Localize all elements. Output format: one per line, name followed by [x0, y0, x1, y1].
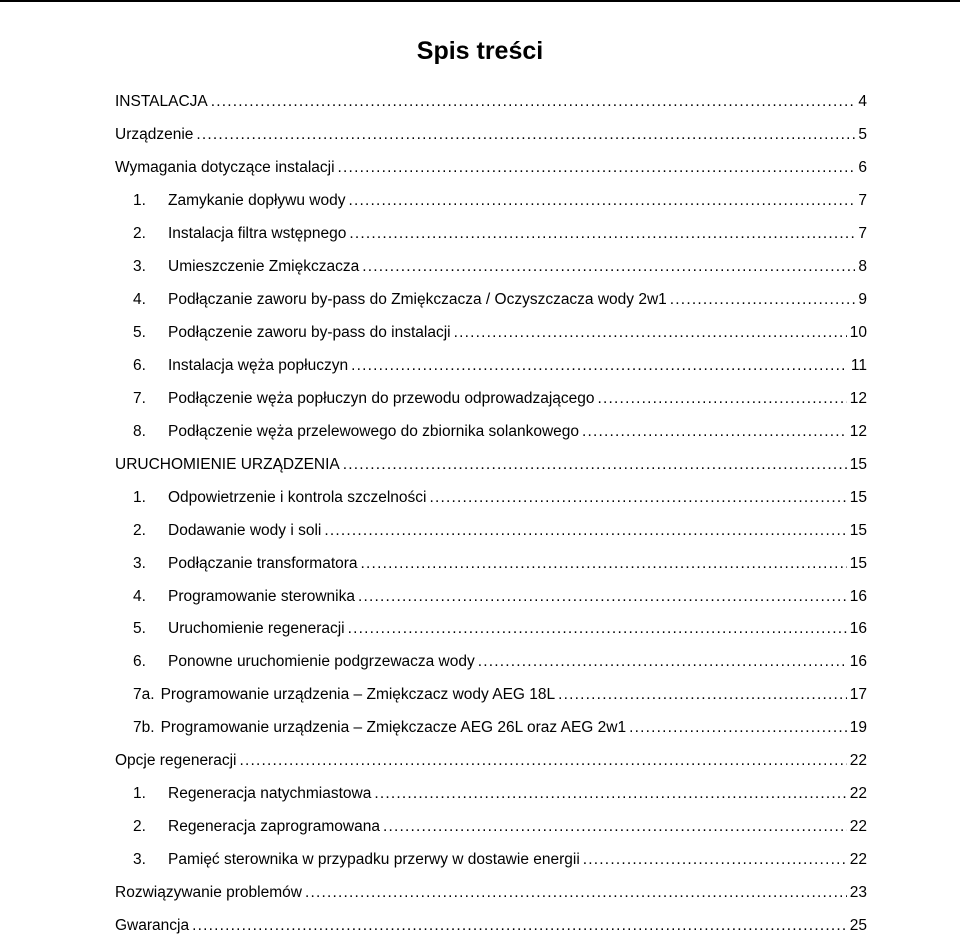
toc-entry-number: 7. — [133, 389, 146, 407]
toc-entry[interactable] — [115, 317, 867, 350]
toc-entry-page-number: 10 — [849, 324, 867, 342]
toc-entry-page-number: 12 — [849, 389, 867, 407]
toc-entry-page-number: 7 — [858, 225, 867, 243]
toc-entry[interactable] — [115, 86, 867, 119]
toc-entry[interactable] — [115, 877, 867, 910]
toc-entry-page-number: 25 — [849, 916, 867, 934]
toc-entry-number: 3. — [133, 554, 146, 572]
toc-entry-label: Programowanie sterownika — [168, 587, 355, 605]
toc-entry[interactable] — [115, 778, 867, 811]
toc-entry[interactable] — [115, 382, 867, 415]
toc-dot-leader — [454, 324, 847, 342]
toc-entry[interactable] — [115, 119, 867, 152]
toc-entry-number: 2. — [133, 225, 146, 243]
toc-dot-leader — [558, 686, 847, 704]
toc-dot-leader — [429, 489, 846, 507]
toc-entry-label: Podłączenie węża popłuczyn do przewodu odprowadzającego — [168, 389, 595, 407]
toc-entry-page-number: 4 — [858, 93, 867, 111]
toc-dot-leader — [583, 851, 847, 869]
toc-entry-number: 1. — [133, 192, 146, 210]
toc-dot-leader — [362, 258, 855, 276]
toc-dot-leader — [196, 126, 855, 144]
table-of-contents — [115, 86, 867, 942]
toc-entry-number: 6. — [133, 653, 146, 671]
toc-dot-leader — [383, 818, 847, 836]
toc-entry[interactable] — [115, 284, 867, 317]
toc-entry[interactable] — [115, 152, 867, 185]
toc-entry[interactable] — [115, 218, 867, 251]
toc-entry-page-number: 16 — [849, 587, 867, 605]
toc-entry-number: 2. — [133, 818, 146, 836]
toc-entry-page-number: 6 — [858, 159, 867, 177]
toc-entry-page-number: 19 — [849, 719, 867, 737]
toc-dot-leader — [629, 719, 847, 737]
toc-entry-label: Uruchomienie regeneracji — [168, 620, 345, 638]
toc-entry-page-number: 15 — [849, 455, 867, 473]
toc-entry-label: Programowanie urządzenia – Zmiękczacze AEG 26L oraz AEG 2w1 — [160, 719, 627, 737]
toc-entry-label: Urządzenie — [115, 126, 194, 144]
toc-entry[interactable] — [115, 580, 867, 613]
toc-entry[interactable] — [115, 844, 867, 877]
top-rule — [0, 0, 960, 2]
toc-dot-leader — [361, 555, 847, 573]
toc-entry-label: Ponowne uruchomienie podgrzewacza wody — [168, 653, 475, 671]
toc-entry[interactable] — [115, 547, 867, 580]
toc-entry-label: INSTALACJA — [115, 93, 208, 111]
toc-entry-number: 7b. — [133, 719, 155, 737]
toc-entry-number: 5. — [133, 324, 146, 342]
toc-entry-number: 7a. — [133, 686, 155, 704]
toc-dot-leader — [348, 192, 855, 210]
toc-entry-number: 4. — [133, 291, 146, 309]
toc-entry-number: 4. — [133, 587, 146, 605]
toc-entry-page-number: 16 — [849, 653, 867, 671]
toc-entry-label: Instalacja filtra wstępnego — [168, 225, 347, 243]
toc-entry-page-number: 16 — [849, 620, 867, 638]
toc-entry-label: Podłączenie zaworu by-pass do instalacji — [168, 324, 451, 342]
toc-dot-leader — [305, 884, 847, 902]
toc-entry[interactable] — [115, 712, 867, 745]
toc-entry[interactable] — [115, 448, 867, 481]
toc-entry[interactable] — [115, 811, 867, 844]
toc-entry-label: Gwarancja — [115, 916, 190, 934]
toc-dot-leader — [582, 423, 847, 441]
toc-entry-page-number: 9 — [858, 291, 867, 309]
toc-entry-number: 6. — [133, 356, 146, 374]
toc-entry-label: Programowanie urządzenia – Zmiękczacz wody AEG 18L — [160, 686, 556, 704]
toc-dot-leader — [324, 522, 846, 540]
toc-entry-page-number: 17 — [849, 686, 867, 704]
toc-entry-page-number: 23 — [849, 883, 867, 901]
toc-dot-leader — [349, 225, 855, 243]
toc-entry-page-number: 5 — [858, 126, 867, 144]
toc-entry-label: URUCHOMIENIE URZĄDZENIA — [115, 455, 340, 473]
toc-entry-page-number: 15 — [849, 488, 867, 506]
toc-entry-label: Podłączenie węża przelewowego do zbiornika solankowego — [168, 422, 579, 440]
toc-entry-number: 5. — [133, 620, 146, 638]
toc-dot-leader — [670, 291, 856, 309]
toc-entry-page-number: 15 — [849, 554, 867, 572]
toc-entry-page-number: 22 — [849, 752, 867, 770]
toc-entry-page-number: 11 — [850, 356, 867, 374]
toc-entry-page-number: 12 — [849, 422, 867, 440]
toc-entry-label: Zamykanie dopływu wody — [168, 192, 346, 210]
toc-dot-leader — [348, 620, 847, 638]
toc-entry[interactable] — [115, 679, 867, 712]
toc-entry-number: 2. — [133, 521, 146, 539]
toc-dot-leader — [598, 390, 847, 408]
page-title: Spis treści — [416, 37, 544, 65]
toc-entry[interactable] — [115, 613, 867, 646]
toc-dot-leader — [351, 357, 848, 375]
toc-dot-leader — [192, 917, 847, 935]
toc-entry-page-number: 7 — [858, 192, 867, 210]
toc-entry-label: Regeneracja zaprogramowana — [168, 818, 380, 836]
toc-entry-label: Pamięć sterownika w przypadku przerwy w dostawie energii — [168, 851, 580, 869]
toc-entry-number: 3. — [133, 851, 146, 869]
toc-entry-label: Opcje regeneracji — [115, 752, 237, 770]
toc-entry-label: Regeneracja natychmiastowa — [168, 785, 372, 803]
toc-entry-label: Dodawanie wody i soli — [168, 521, 322, 539]
toc-entry-page-number: 22 — [849, 851, 867, 869]
toc-entry[interactable] — [115, 909, 867, 942]
toc-entry-page-number: 22 — [849, 785, 867, 803]
toc-entry[interactable] — [115, 185, 867, 218]
toc-entry-label: Podłączanie zaworu by-pass do Zmiękczacza / Oczyszczacza wody 2w1 — [168, 291, 667, 309]
toc-entry-label: Wymagania dotyczące instalacji — [115, 159, 335, 177]
toc-dot-leader — [343, 456, 847, 474]
toc-entry-label: Rozwiązywanie problemów — [115, 883, 302, 901]
toc-entry-number: 8. — [133, 422, 146, 440]
toc-entry-page-number: 8 — [858, 258, 867, 276]
toc-dot-leader — [374, 785, 846, 803]
toc-entry[interactable] — [115, 481, 867, 514]
toc-entry[interactable] — [115, 350, 867, 383]
toc-entry-label: Odpowietrzenie i kontrola szczelności — [168, 488, 427, 506]
toc-entry[interactable] — [115, 251, 867, 284]
toc-dot-leader — [478, 653, 847, 671]
toc-dot-leader — [239, 752, 846, 770]
toc-entry-label: Instalacja węża popłuczyn — [168, 356, 349, 374]
toc-entry-number: 1. — [133, 488, 146, 506]
toc-entry-label: Umieszczenie Zmiękczacza — [168, 258, 360, 276]
toc-dot-leader — [338, 159, 856, 177]
toc-dot-leader — [211, 93, 856, 111]
toc-entry[interactable] — [115, 415, 867, 448]
toc-entry-page-number: 22 — [849, 818, 867, 836]
toc-entry-number: 3. — [133, 258, 146, 276]
toc-entry-page-number: 15 — [849, 521, 867, 539]
toc-entry[interactable] — [115, 745, 867, 778]
toc-entry[interactable] — [115, 514, 867, 547]
toc-entry-label: Podłączanie transformatora — [168, 554, 358, 572]
toc-entry-number: 1. — [133, 785, 146, 803]
toc-dot-leader — [358, 588, 847, 606]
toc-entry[interactable] — [115, 646, 867, 679]
